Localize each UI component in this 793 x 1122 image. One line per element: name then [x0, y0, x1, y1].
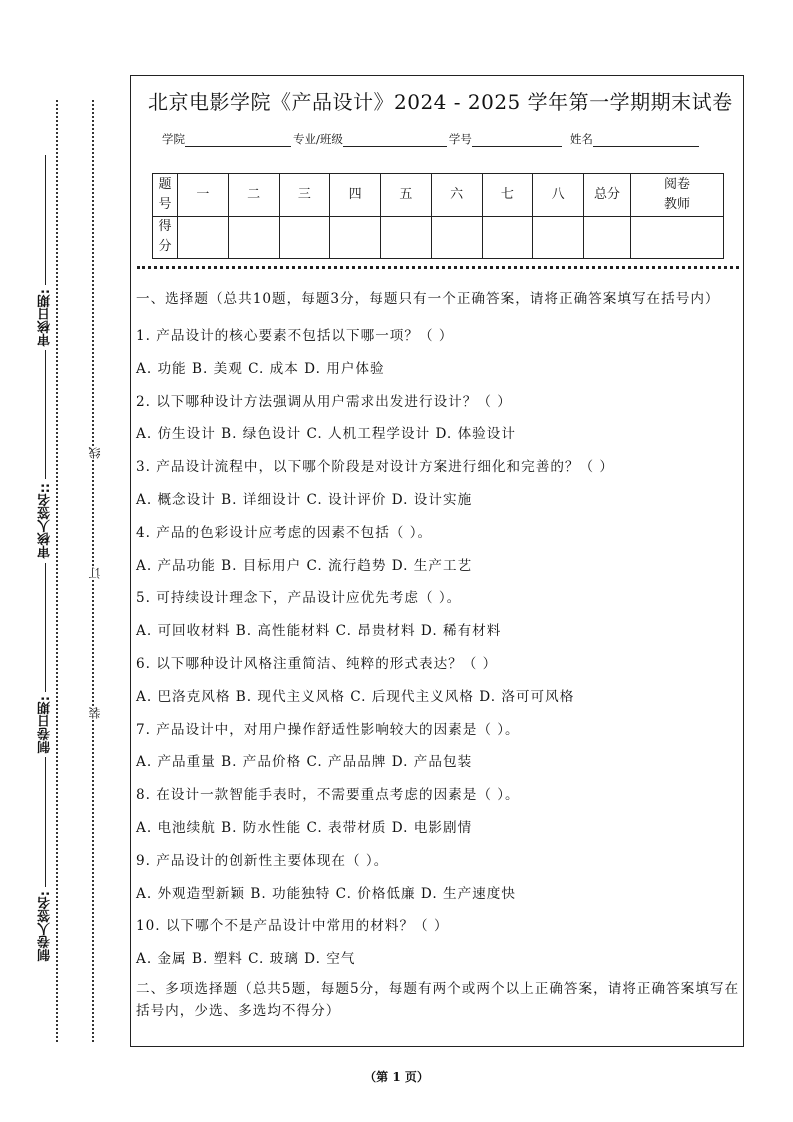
name-field[interactable]: [593, 134, 699, 147]
major-class-field[interactable]: [343, 134, 447, 147]
question-text: 8. 在设计一款智能手表时，不需要重点考虑的因素是（ ）。: [136, 787, 520, 804]
score-cell[interactable]: [533, 216, 584, 259]
score-cell[interactable]: [178, 216, 229, 259]
section1-heading: 一、选择题（总共10题，每题3分，每题只有一个正确答案，请将正确答案填写在括号内）: [136, 291, 720, 307]
question-text: 6. 以下哪种设计风格注重简洁、纯粹的形式表达？（ ）: [136, 655, 498, 672]
score-table-score-row: [153, 216, 724, 259]
score-cell[interactable]: [431, 216, 482, 259]
question-text: 1. 产品设计的核心要素不包括以下哪一项？（ ）: [136, 328, 454, 344]
score-cell[interactable]: [381, 216, 432, 259]
question-text: 9. 产品设计的创新性主要体现在（ ）。: [136, 852, 389, 869]
col-6: 六: [431, 174, 482, 217]
question-list: [136, 320, 742, 976]
score-cell-grader[interactable]: [631, 216, 724, 259]
student-info-row: [162, 131, 701, 147]
prepare-date-label: 制卷日期:: [37, 696, 53, 754]
score-cell[interactable]: [482, 216, 533, 259]
binding-char-zhuang: 装: [88, 707, 102, 719]
question-number-label: 题 号: [153, 174, 178, 217]
question-text: 7. 产品设计中，对用户操作舒适性影响较大的因素是（ ）。: [136, 721, 520, 738]
col-5: 五: [381, 174, 432, 217]
student-id-label: 学号: [448, 132, 472, 146]
student-id-field[interactable]: [472, 134, 562, 147]
question-text: 3. 产品设计流程中，以下哪个阶段是对设计方案进行细化和完善的？（ ）: [136, 459, 615, 476]
score-label: 得 分: [153, 216, 178, 259]
score-cell-total[interactable]: [584, 216, 631, 259]
col-grader: 阅卷 教师: [631, 174, 724, 217]
score-cell[interactable]: [279, 216, 330, 259]
dotted-separator: [137, 266, 739, 269]
col-3: 三: [279, 174, 330, 217]
cut-line-outer: [56, 100, 58, 1042]
score-cell[interactable]: [228, 216, 279, 259]
review-date-label: 审核日期:: [37, 288, 53, 346]
score-table: [152, 173, 724, 259]
question-options: A. 可回收材料 B. 高性能材料 C. 昂贵材料 D. 稀有材料: [136, 623, 502, 640]
question-options: A. 电池续航 B. 防水性能 C. 表带材质 D. 电影剧情: [136, 819, 473, 836]
question-options: A. 产品重量 B. 产品价格 C. 产品品牌 D. 产品包装: [136, 754, 473, 771]
binding-char-ding: 订: [88, 567, 102, 579]
reviewer-signature-label: 审核人签名::: [37, 483, 53, 559]
question-options: A. 功能 B. 美观 C. 成本 D. 用户体验: [136, 360, 385, 377]
question-text: 10. 以下哪个不是产品设计中常用的材料？（ ）: [136, 918, 449, 935]
col-total: 总分: [584, 174, 631, 217]
question-options: A. 仿生设计 B. 绿色设计 C. 人机工程学设计 D. 体验设计: [136, 426, 516, 443]
question-options: A. 巴洛克风格 B. 现代主义风格 C. 后现代主义风格 D. 洛可可风格: [136, 688, 575, 705]
col-8: 八: [533, 174, 584, 217]
signature-line: [45, 155, 46, 285]
preparer-signature-label: 制卷人签名:: [37, 890, 53, 962]
question-text: 2. 以下哪种设计方法强调从用户需求出发进行设计？（ ）: [136, 393, 512, 410]
question-text: 4. 产品的色彩设计应考虑的因素不包括（ ）。: [136, 524, 433, 541]
exam-body: [136, 288, 742, 1032]
question-options: A. 概念设计 B. 详细设计 C. 设计评价 D. 设计实施: [136, 491, 473, 508]
col-4: 四: [330, 174, 381, 217]
score-table-header-row: [153, 174, 724, 217]
binding-char-xian: 线: [88, 447, 102, 459]
col-1: 一: [178, 174, 229, 217]
col-2: 二: [228, 174, 279, 217]
major-class-label: 专业/班级: [293, 132, 343, 146]
section2-heading: 二、多项选择题（总共5题，每题5分，每题有两个或两个以上正确答案，请将正确答案填写在括号内，少选、多选均不得分）: [136, 980, 740, 1019]
college-field[interactable]: [185, 134, 291, 147]
review-signature-column: [35, 155, 55, 965]
exam-title: 北京电影学院《产品设计》2024 - 2025 学年第一学期期末试卷: [148, 90, 733, 114]
question-options: A. 金属 B. 塑料 C. 玻璃 D. 空气: [136, 951, 356, 968]
col-7: 七: [482, 174, 533, 217]
signature-line: [45, 757, 46, 887]
signature-line: [45, 563, 46, 693]
college-label: 学院: [162, 132, 185, 146]
page-number: （第 1 页）: [364, 1070, 429, 1084]
signature-line: [45, 350, 46, 480]
question-text: 5. 可持续设计理念下，产品设计应优先考虑（ ）。: [136, 590, 462, 607]
question-options: A. 产品功能 B. 目标用户 C. 流行趋势 D. 生产工艺: [136, 557, 473, 574]
name-label: 姓名: [569, 132, 593, 146]
question-options: A. 外观造型新颖 B. 功能独特 C. 价格低廉 D. 生产速度快: [136, 885, 516, 902]
score-cell[interactable]: [330, 216, 381, 259]
